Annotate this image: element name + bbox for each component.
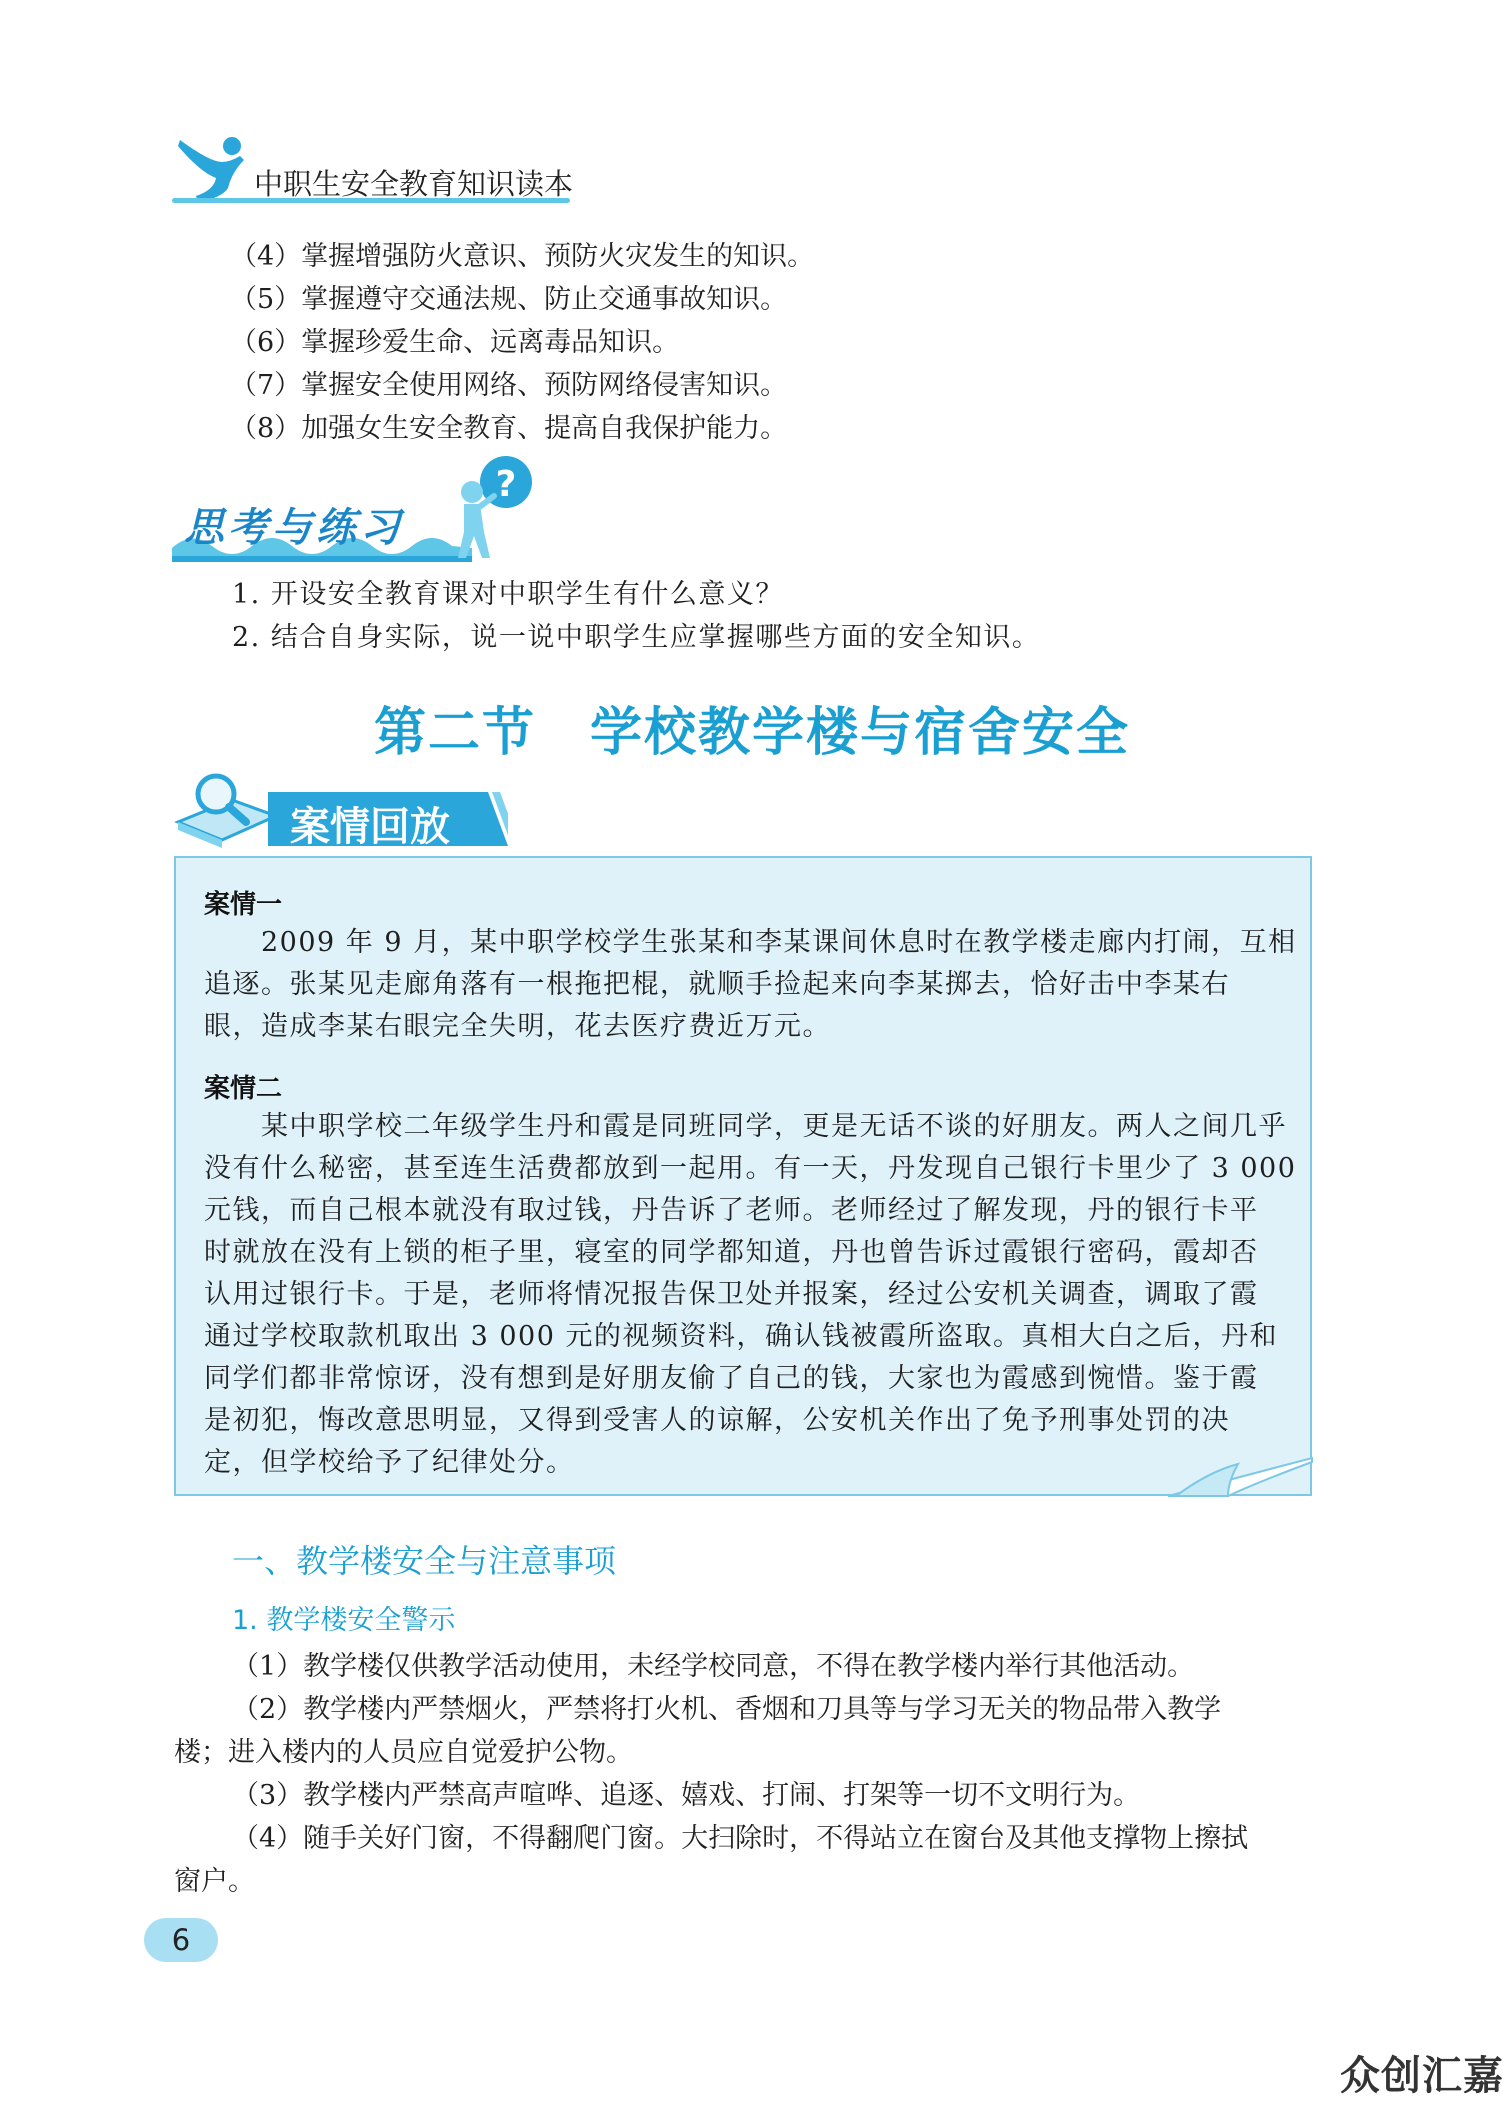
- objective-item: （7）掌握安全使用网络、预防网络侵害知识。: [230, 370, 788, 401]
- case2-text-line: 没有什么秘密，甚至连生活费都放到一起用。有一天，丹发现自己银行卡里少了 3 000: [204, 1153, 1297, 1184]
- book-title: 中职生安全教育知识读本: [254, 167, 574, 201]
- runner-logo-icon: [170, 132, 260, 206]
- question-figure-icon: [450, 452, 536, 562]
- rule-text-line: （3）教学楼内严禁高声喧哗、追逐、嬉戏、打闹、打架等一切不文明行为。: [232, 1780, 1141, 1811]
- magnifier-icon: [172, 770, 282, 850]
- case2-text-line: 通过学校取款机取出 3 000 元的视频资料，确认钱被霞所盗取。真相大白之后，丹和: [204, 1321, 1278, 1352]
- exercise-question: 1. 开设安全教育课对中职学生有什么意义？: [232, 579, 784, 610]
- case1-text-line: 追逐。张某见走廊角落有一根拖把棍，就顺手捡起来向李某掷去，恰好击中李某右: [204, 969, 1230, 1000]
- rule-text-line: （1）教学楼仅供教学活动使用，未经学校同意，不得在教学楼内举行其他活动。: [232, 1651, 1195, 1682]
- case2-text-line: 时就放在没有上锁的柜子里，寝室的同学都知道，丹也曾告诉过霞银行密码，霞却否: [204, 1237, 1259, 1268]
- rule-text-line: （4）随手关好门窗，不得翻爬门窗。大扫除时，不得站立在窗台及其他支撑物上擦拭: [232, 1823, 1249, 1854]
- case2-heading: 案情二: [204, 1074, 283, 1104]
- rule-text-line: 楼；进入楼内的人员应自觉爱护公物。: [174, 1737, 633, 1768]
- case2-text-line: 元钱，而自己根本就没有取过钱，丹告诉了老师。老师经过了解发现，丹的银行卡平: [204, 1195, 1259, 1226]
- case-review-title: 案情回放: [290, 804, 450, 850]
- case1-text-line: 眼，造成李某右眼完全失明，花去医疗费近万元。: [204, 1011, 831, 1042]
- case2-text-line: 某中职学校二年级学生丹和霞是同班同学，更是无话不谈的好朋友。两人之间几乎: [204, 1111, 1287, 1142]
- case2-text-line: 认用过银行卡。于是，老师将情况报告保卫处并报案，经过公安机关调查，调取了霞: [204, 1279, 1259, 1310]
- exercise-title: 思考与练习: [184, 505, 404, 551]
- case2-text-line: 定，但学校给予了纪律处分。: [204, 1447, 575, 1478]
- case1-heading: 案情一: [204, 890, 283, 920]
- case1-text-line: 2009 年 9 月，某中职学校学生张某和李某课间休息时在教学楼走廊内打闹，互相: [204, 927, 1297, 958]
- subsection-title: 一、教学楼安全与注意事项: [232, 1542, 617, 1580]
- exercise-question: 2. 结合自身实际，说一说中职学生应掌握哪些方面的安全知识。: [232, 622, 1041, 653]
- svg-text:?: ?: [495, 464, 517, 505]
- case2-text-line: 同学们都非常惊讶，没有想到是好朋友偷了自己的钱，大家也为霞感到惋惜。鉴于霞: [204, 1363, 1259, 1394]
- page-curl-decoration: [1168, 1452, 1314, 1498]
- objective-item: （8）加强女生安全教育、提高自我保护能力。: [230, 413, 788, 444]
- objective-item: （4）掌握增强防火意识、预防火灾发生的知识。: [230, 241, 815, 272]
- section-title: 第二节 学校教学楼与宿舍安全: [373, 702, 1130, 763]
- case2-text-line: 是初犯，悔改意思明显，又得到受害人的谅解，公安机关作出了免予刑事处罚的决: [204, 1405, 1230, 1436]
- page-number: 6: [171, 1923, 191, 1957]
- subsubsection-title: 1. 教学楼安全警示: [232, 1605, 456, 1636]
- rule-text-line: （2）教学楼内严禁烟火，严禁将打火机、香烟和刀具等与学习无关的物品带入教学: [232, 1694, 1222, 1725]
- watermark: 众创汇嘉: [1340, 2053, 1504, 2099]
- objective-item: （5）掌握遵守交通法规、防止交通事故知识。: [230, 284, 788, 315]
- rule-text-line: 窗户。: [174, 1866, 255, 1897]
- objective-item: （6）掌握珍爱生命、远离毒品知识。: [230, 327, 680, 358]
